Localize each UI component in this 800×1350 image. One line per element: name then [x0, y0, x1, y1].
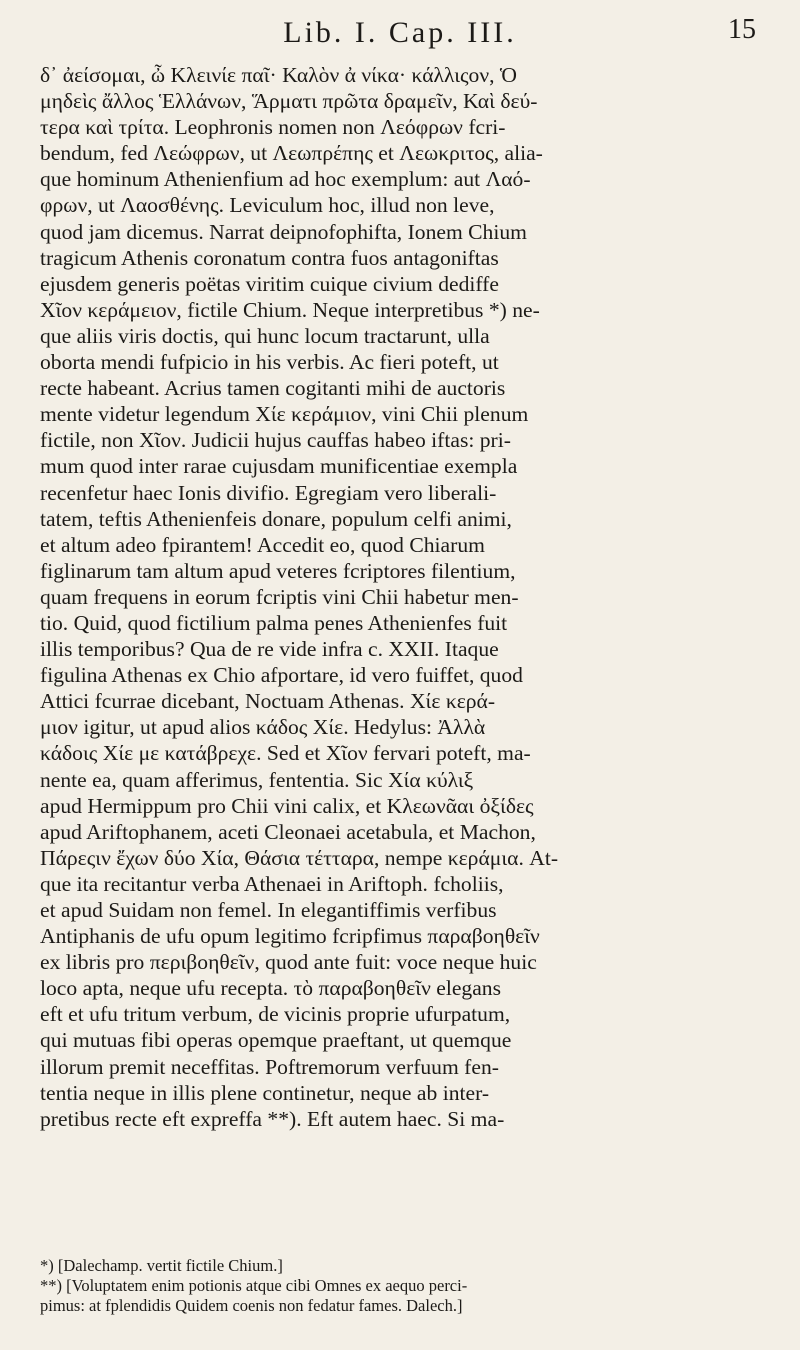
text-line: recte habeant. Acrius tamen cogitanti mihi de auctoris [40, 376, 506, 401]
text-line: figlinarum tam altum apud veteres fcriptores filentium, [40, 558, 516, 583]
text-line: mum quod inter rarae cujusdam munificentiae exempla [40, 454, 518, 479]
text-line: quod jam dicemus. Narrat deipnofophifta, Ionem Chium [40, 219, 527, 244]
footnote-line: *) [Dalechamp. vertit fictile Chium.] [40, 1256, 283, 1275]
text-line: figulina Athenas ex Chio afportare, id vero fuiffet, quod [40, 663, 523, 688]
text-line: φρων, ut Λαοσθένης. Leviculum hoc, illud non leve, [40, 193, 495, 218]
text-line: τερα καὶ τρίτα. Leophronis nomen non Λεόφρων fcri- [40, 115, 506, 140]
footnotes [40, 1256, 760, 1316]
text-line: Attici fcurrae dicebant, Noctuam Athenas. Χίε κερά- [40, 689, 496, 714]
page-header [0, 10, 800, 56]
text-line: oborta mendi fufpicio in his verbis. Ac fieri poteft, ut [40, 350, 499, 375]
text-line: Χῖον κεράμειον, fictile Chium. Neque interpretibus *) ne- [40, 297, 540, 322]
text-line: bendum, fed Λεώφρων, ut Λεωπρέπης et Λεωκριτος, alia- [40, 141, 543, 166]
text-line: Πάρεςιν ἔχων δύο Χία, Θάσια τέτταρα, nempe κεράμια. At- [40, 845, 559, 870]
footnote-line: **) [Voluptatem enim potionis atque cibi Omnes ex aequo perci- [40, 1276, 468, 1295]
text-line: ejusdem generis poëtas viritim cuique civium dediffe [40, 271, 499, 296]
text-line: mente videtur legendum Χίε κεράμιον, vini Chii plenum [40, 402, 529, 427]
text-line: pretibus recte eft expreffa **). Eft autem haec. Si ma- [40, 1106, 505, 1131]
text-line: μηδεὶς ἄλλος Ἑλλάνων, Ἅρματι πρῶτα δραμεῖν, Καὶ δεύ- [40, 89, 538, 114]
text-line: ex libris pro περιβοηθεῖν, quod ante fuit: voce neque huic [40, 950, 537, 975]
footnote-line: pimus: at fplendidis Quidem coenis non fedatur fames. Dalech.] [40, 1296, 463, 1315]
text-line: et apud Suidam non femel. In elegantiffimis verfibus [40, 898, 497, 922]
text-line: fictile, non Χῖον. Judicii hujus cauffas habeo iftas: pri- [40, 428, 511, 453]
running-head: Lib. I. Cap. III. [283, 16, 517, 49]
text-line: apud Hermippum pro Chii vini calix, et Κλεωνᾶαι ὀξίδες [40, 793, 534, 818]
text-line: apud Ariftophanem, aceti Cleonaei acetabula, et Machon, [40, 819, 536, 844]
text-line: illorum premit neceffitas. Poftremorum verfuum fen- [40, 1054, 499, 1079]
text-line: recenfetur haec Ionis divifio. Egregiam vero liberali- [40, 480, 497, 505]
text-line: quam frequens in eorum fcriptis vini Chii habetur men- [40, 584, 519, 609]
text-line: eft et ufu tritum verbum, de vicinis proprie ufurpatum, [40, 1002, 511, 1027]
text-line: nente ea, quam afferimus, fententia. Sic Χία κύλιξ [40, 767, 474, 792]
text-line: que hominum Athenienfium ad hoc exemplum: aut Λαό- [40, 167, 531, 192]
main-text [40, 62, 760, 1132]
text-line: κάδοις Χίε με κατάβρεχε. Sed et Χῖον fervari poteft, ma- [40, 741, 531, 766]
text-line: loco apta, neque ufu recepta. τὸ παραβοηθεῖν elegans [40, 976, 501, 1001]
text-line: Antiphanis de ufu opum legitimo fcripfimus παραβοηθεῖν [40, 924, 540, 949]
text-line: et altum adeo fpirantem! Accedit eo, quod Chiarum [40, 532, 485, 557]
text-line: que ita recitantur verba Athenaei in Ariftoph. fcholiis, [40, 871, 504, 896]
text-line: δ᾽ ἀείσομαι, ὦ Κλεινίε παῖ· Καλὸν ἀ νίκα· κάλλιςον, Ὁ [40, 63, 517, 87]
text-line: tio. Quid, quod fictilium palma penes Athenienfes fuit [40, 610, 508, 635]
text-line: tragicum Athenis coronatum contra fuos antagoniftas [40, 245, 499, 270]
text-line: que aliis viris doctis, qui hunc locum tractarunt, ulla [40, 323, 490, 348]
text-line: qui mutuas fibi operas opemque praeftant, ut quemque [40, 1028, 512, 1053]
text-line: illis temporibus? Qua de re vide infra c. XXII. Itaque [40, 637, 499, 662]
text-line: tentia neque in illis plene continetur, neque ab inter- [40, 1080, 490, 1105]
text-line: tatem, teftis Athenienfeis donare, populum celfi animi, [40, 506, 512, 531]
page-number: 15 [728, 14, 756, 45]
text-line: μιον igitur, ut apud alios κάδος Χίε. Hedylus: Ἀλλὰ [40, 715, 486, 740]
